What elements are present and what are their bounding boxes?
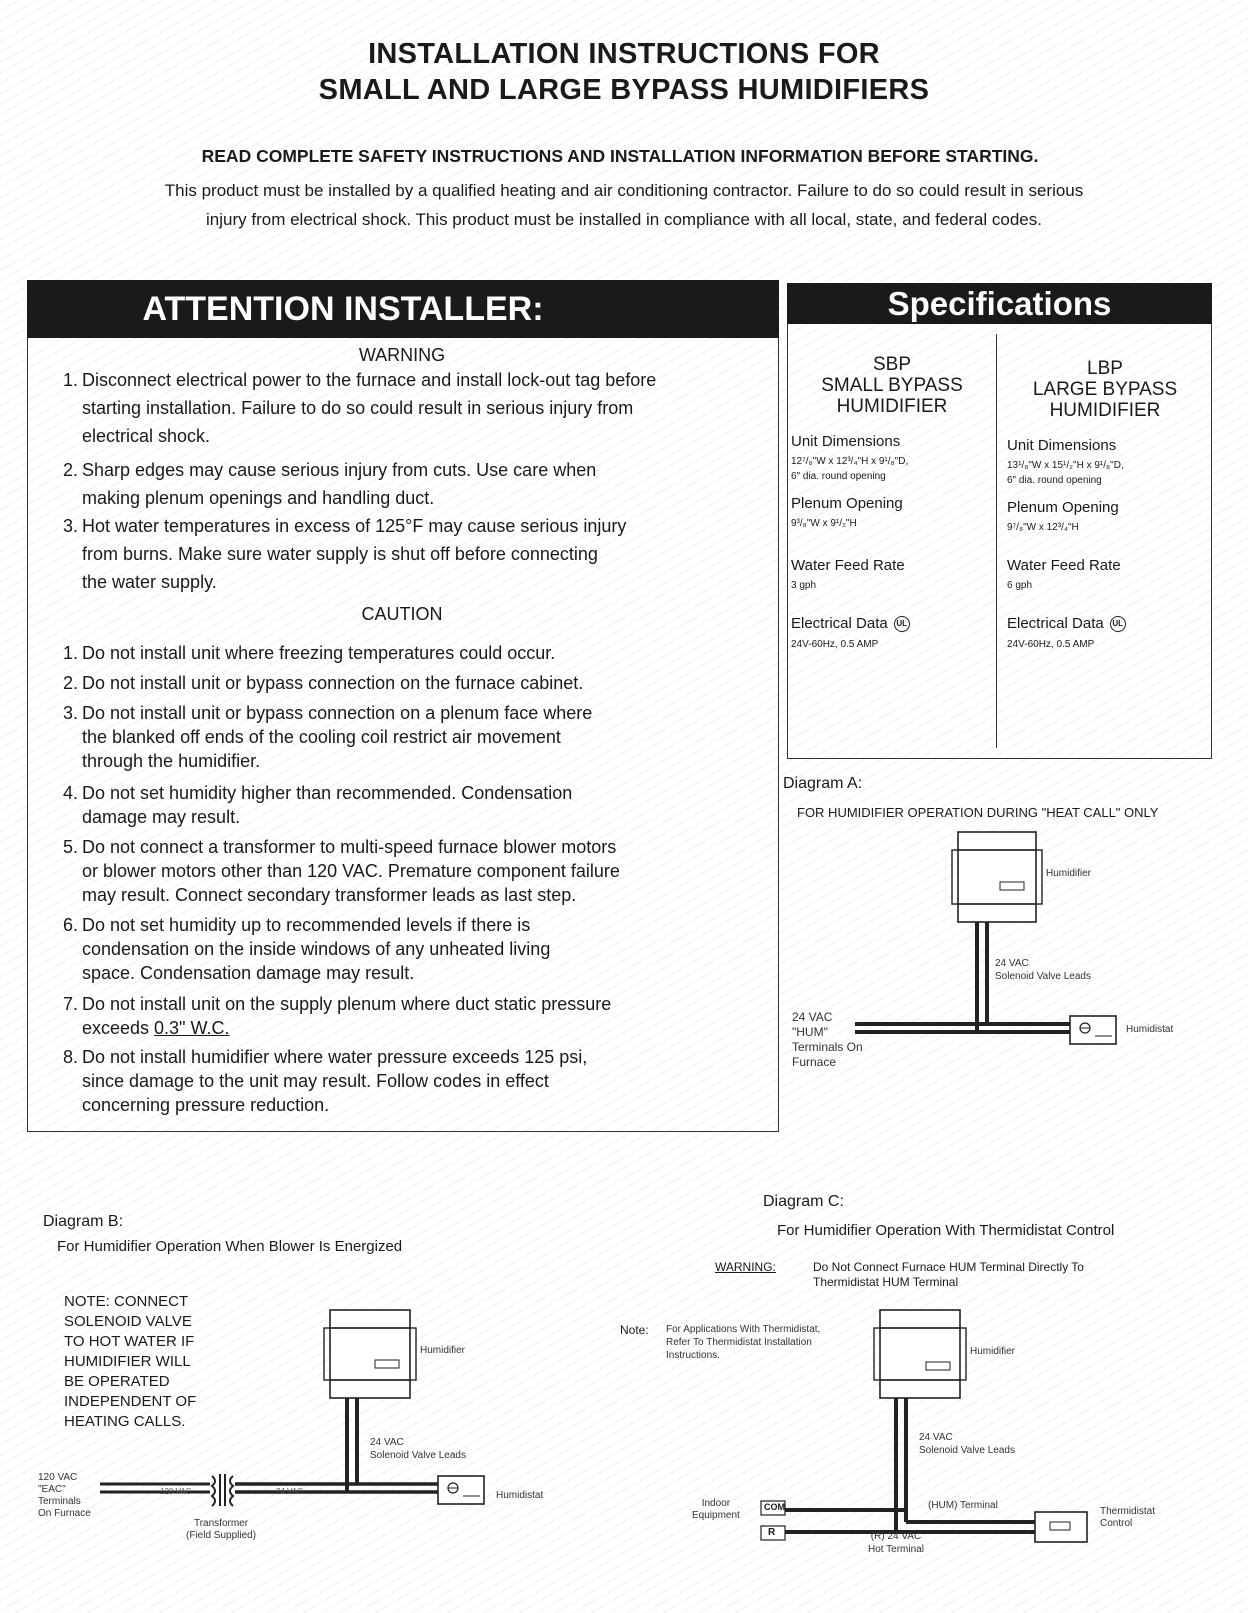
list-item bbox=[50, 512, 760, 596]
diagram-c-warning-text bbox=[813, 1260, 1084, 1290]
item-text: electrical shock. bbox=[82, 426, 211, 446]
lbp-title-2: LARGE BYPASS bbox=[1032, 379, 1178, 400]
diagram-c-subtitle: For Humidifier Operation With Thermidistat Control bbox=[777, 1222, 1115, 1239]
lbp-dim-line1: 13¹/₈"W x 15¹/₂"H x 9¹/₈"D, bbox=[1007, 460, 1124, 471]
list-item bbox=[50, 1045, 760, 1117]
item-text: since damage to the unit may result. Follow codes in effect bbox=[82, 1071, 549, 1091]
item-text: Do not install unit on the supply plenum where duct static pressure bbox=[82, 994, 612, 1014]
attention-header: ATTENTION INSTALLER: bbox=[27, 280, 779, 338]
eac-line: On Furnace bbox=[38, 1508, 91, 1519]
diagram-b-wiring bbox=[40, 1300, 600, 1540]
item-text: or blower motors other than 120 VAC. Premature component failure bbox=[82, 861, 620, 881]
diagram-c-leads-label bbox=[919, 1431, 1015, 1457]
item-text: Do not install unit or bypass connection on the furnace cabinet. bbox=[82, 673, 584, 693]
item-text: Do not connect a transformer to multi-speed furnace blower motors bbox=[82, 837, 617, 857]
item-text: space. Condensation damage may result. bbox=[82, 963, 415, 983]
sbp-specs bbox=[791, 433, 910, 652]
sbp-dim-label: Unit Dimensions bbox=[791, 433, 901, 450]
item-number: 4. bbox=[62, 783, 78, 803]
sbp-plenum-val: 9³/₈"W x 9¹/₂"H bbox=[791, 518, 857, 529]
thermidistat-line: Thermidistat bbox=[1100, 1506, 1156, 1517]
ul-listed-icon: UL bbox=[894, 616, 910, 632]
r-terminal: R bbox=[768, 1527, 776, 1538]
item-text: Sharp edges may cause serious injury from cuts. Use care when bbox=[82, 460, 597, 480]
sbp-title-3: HUMIDIFIER bbox=[836, 396, 948, 417]
item-text: the water supply. bbox=[82, 572, 217, 592]
warning-title: WARNING bbox=[358, 345, 446, 365]
diagram-b-eac-label bbox=[38, 1472, 91, 1520]
specs-divider bbox=[996, 334, 997, 748]
humidistat-icon bbox=[1070, 1016, 1116, 1044]
sbp-column bbox=[792, 354, 992, 417]
sbp-elec-label: Electrical Data bbox=[791, 615, 888, 632]
item-text: Do not install humidifier where water pressure exceeds 125 psi, bbox=[82, 1047, 588, 1067]
note-line: INDEPENDENT OF bbox=[64, 1393, 197, 1410]
list-item bbox=[50, 913, 760, 985]
indoor-line: Indoor bbox=[701, 1498, 731, 1509]
diagram-b-leads-label bbox=[370, 1436, 466, 1462]
item-text: may result. Connect secondary transformer leads as last step. bbox=[82, 885, 577, 905]
lbp-plenum-val: 9⁷/₈"W x 12³/₄"H bbox=[1007, 522, 1079, 533]
item-text: Disconnect electrical power to the furnace and install lock-out tag before bbox=[82, 370, 657, 390]
diagram-a-leads-line1: 24 VAC bbox=[995, 958, 1029, 969]
note-text-line: Refer To Thermidistat Installation bbox=[666, 1337, 812, 1348]
hot-terminal-line: Hot Terminal bbox=[868, 1544, 924, 1555]
caution-title: CAUTION bbox=[361, 604, 443, 624]
item-number: 2. bbox=[62, 673, 78, 693]
list-item bbox=[50, 992, 760, 1040]
sbp-plenum-label: Plenum Opening bbox=[791, 495, 903, 512]
item-text: Hot water temperatures in excess of 125°F may cause serious injury bbox=[82, 516, 627, 536]
diagram-a-leads-label bbox=[995, 957, 1091, 983]
note-text-line: For Applications With Thermidistat, bbox=[666, 1324, 821, 1335]
sbp-dim-line2: 6" dia. round opening bbox=[791, 471, 886, 482]
item-number: 5. bbox=[62, 837, 78, 857]
eac-line: 120 VAC bbox=[38, 1472, 78, 1483]
item-number: 1. bbox=[62, 370, 78, 390]
item-text: the blanked off ends of the cooling coil restrict air movement bbox=[82, 727, 561, 747]
eac-line: "EAC" bbox=[38, 1484, 66, 1495]
diagram-c-wiring bbox=[750, 1300, 1150, 1560]
read-notice: READ COMPLETE SAFETY INSTRUCTIONS AND INSTALLATION INFORMATION BEFORE STARTING. bbox=[201, 146, 1039, 166]
list-item bbox=[50, 701, 760, 773]
sbp-feed-val: 3 gph bbox=[791, 580, 817, 591]
thermidistat-line: Control bbox=[1100, 1518, 1133, 1529]
lbp-elec-val: 24V-60Hz, 0.5 AMP bbox=[1007, 639, 1095, 650]
diagram-a-terminals-line1: 24 VAC bbox=[792, 1010, 833, 1024]
transformer-icon bbox=[212, 1474, 233, 1506]
diagram-b-humidistat-label: Humidistat bbox=[496, 1490, 544, 1501]
list-item bbox=[50, 366, 760, 450]
diagram-a-terminals-line4: Furnace bbox=[792, 1055, 837, 1069]
item-text: Do not install unit or bypass connection on a plenum face where bbox=[82, 703, 593, 723]
lbp-feed-label: Water Feed Rate bbox=[1007, 557, 1121, 574]
diagram-a-subtitle: FOR HUMIDIFIER OPERATION DURING "HEAT CALL" ONLY bbox=[797, 805, 1159, 820]
warning-text-line: Do Not Connect Furnace HUM Terminal Directly To bbox=[813, 1260, 1084, 1274]
item-number: 1. bbox=[62, 643, 78, 663]
diagram-a-humidistat-label: Humidistat bbox=[1126, 1024, 1174, 1035]
item-text: concerning pressure reduction. bbox=[82, 1095, 330, 1115]
diagram-b-transformer-label bbox=[186, 1518, 256, 1542]
diagram-a-title: Diagram A: bbox=[783, 775, 863, 792]
sbp-feed-label: Water Feed Rate bbox=[791, 557, 905, 574]
note-line: HEATING CALLS. bbox=[64, 1413, 186, 1430]
humidifier-icon bbox=[952, 832, 1042, 922]
diagram-c-hot-terminal-label bbox=[868, 1530, 924, 1556]
sbp-elec-val: 24V-60Hz, 0.5 AMP bbox=[791, 639, 879, 650]
lbp-title-3: HUMIDIFIER bbox=[1049, 400, 1161, 421]
item-text: making plenum openings and handling duct. bbox=[82, 488, 435, 508]
lbp-plenum-label: Plenum Opening bbox=[1007, 499, 1119, 516]
note-text-line: Instructions. bbox=[666, 1350, 720, 1361]
humidifier-icon bbox=[324, 1310, 416, 1398]
lbp-feed-val: 6 gph bbox=[1007, 580, 1033, 591]
intro-line-1: This product must be installed by a qualified heating and air conditioning contractor. Failure to do so could result in serious bbox=[164, 181, 1084, 200]
diagram-b-title: Diagram B: bbox=[43, 1213, 124, 1230]
warning-text-line: Thermidistat HUM Terminal bbox=[813, 1275, 959, 1289]
item-text: Do not install unit where freezing temperatures could occur. bbox=[82, 643, 556, 663]
leads-line: 24 VAC bbox=[919, 1432, 953, 1443]
sbp-dim-line1: 12⁷/₈"W x 12³/₄"H x 9¹/₈"D, bbox=[791, 456, 909, 467]
item-text: damage may result. bbox=[82, 807, 241, 827]
item-number: 6. bbox=[62, 915, 78, 935]
diagram-a-leads-line2: Solenoid Valve Leads bbox=[995, 971, 1091, 982]
item-number: 3. bbox=[62, 703, 78, 723]
note-line: BE OPERATED bbox=[64, 1373, 170, 1390]
item-number: 2. bbox=[62, 460, 78, 480]
diagram-b-subtitle: For Humidifier Operation When Blower Is Energized bbox=[57, 1238, 403, 1255]
eac-line: Terminals bbox=[38, 1496, 81, 1507]
transformer-line: (Field Supplied) bbox=[186, 1530, 257, 1541]
diagram-a-humidifier-label: Humidifier bbox=[1046, 868, 1092, 879]
diagram-b-humidifier-label: Humidifier bbox=[420, 1345, 466, 1356]
diagram-c-thermidistat-label bbox=[1100, 1506, 1155, 1530]
diagram-c-hum-terminal-label: (HUM) Terminal bbox=[928, 1500, 998, 1511]
com-terminal: COM bbox=[764, 1502, 785, 1512]
item-text: from burns. Make sure water supply is shut off before connecting bbox=[82, 544, 598, 564]
lbp-dim-label: Unit Dimensions bbox=[1007, 437, 1117, 454]
diagram-a-terminals-line2: "HUM" bbox=[792, 1025, 828, 1039]
diagram-a-terminals-line3: Terminals On bbox=[792, 1040, 863, 1054]
sbp-title-1: SBP bbox=[872, 354, 912, 375]
humidifier-icon bbox=[874, 1310, 966, 1398]
diagram-c-indoor-label bbox=[692, 1498, 740, 1522]
list-item bbox=[50, 781, 760, 829]
lbp-title-1: LBP bbox=[1087, 358, 1123, 379]
intro-line-2: injury from electrical shock. This product must be installed in compliance with all local, state, and federal codes. bbox=[206, 210, 1042, 229]
diagram-b-leads-line1: 24 VAC bbox=[370, 1437, 404, 1448]
note-line: NOTE: CONNECT bbox=[64, 1293, 189, 1310]
list-item bbox=[50, 641, 760, 665]
thermidistat-icon bbox=[1035, 1512, 1087, 1542]
note-line: HUMIDIFIER WILL bbox=[64, 1353, 191, 1370]
title-line-2: SMALL AND LARGE BYPASS HUMIDIFIERS bbox=[318, 74, 930, 106]
note-line: TO HOT WATER IF bbox=[64, 1333, 195, 1350]
ul-listed-icon: UL bbox=[1110, 616, 1126, 632]
title-line-1: INSTALLATION INSTRUCTIONS FOR bbox=[368, 38, 880, 70]
item-text: exceeds bbox=[82, 1018, 150, 1038]
item-text: through the humidifier. bbox=[82, 751, 261, 771]
diagram-c-title: Diagram C: bbox=[763, 1193, 844, 1210]
item-text: condensation on the inside windows of any unheated living bbox=[82, 939, 551, 959]
page-title bbox=[0, 36, 1248, 108]
sbp-title-2: SMALL BYPASS bbox=[821, 375, 963, 396]
lbp-specs bbox=[1007, 437, 1126, 652]
item-text: Do not set humidity higher than recommended. Condensation bbox=[82, 783, 573, 803]
indoor-line: Equipment bbox=[692, 1510, 740, 1521]
item-underlined-value: 0.3" W.C. bbox=[154, 1018, 230, 1038]
item-number: 8. bbox=[62, 1047, 78, 1067]
diagram-c-note-label: Note: bbox=[620, 1323, 649, 1337]
humidistat-icon bbox=[438, 1476, 484, 1504]
diagram-b-24vac-wire: 24 VAC bbox=[276, 1487, 303, 1496]
item-text: starting installation. Failure to do so could result in serious injury from bbox=[82, 398, 634, 418]
leads-line: Solenoid Valve Leads bbox=[919, 1445, 1015, 1456]
transformer-line: Transformer bbox=[193, 1518, 249, 1529]
diagram-c-humidifier-label: Humidifier bbox=[970, 1346, 1016, 1357]
item-text: Do not set humidity up to recommended levels if there is bbox=[82, 915, 531, 935]
diagram-b-leads-line2: Solenoid Valve Leads bbox=[370, 1450, 466, 1461]
list-item bbox=[50, 456, 760, 512]
intro-text bbox=[50, 176, 1198, 234]
note-line: SOLENOID VALVE bbox=[64, 1313, 192, 1330]
lbp-elec-label: Electrical Data bbox=[1007, 615, 1104, 632]
item-number: 7. bbox=[62, 994, 78, 1014]
lbp-column bbox=[1000, 358, 1210, 421]
diagram-b-120vac-wire: 120 VAC bbox=[160, 1487, 192, 1496]
lbp-dim-line2: 6" dia. round opening bbox=[1007, 475, 1102, 486]
hot-terminal-line: (R) 24 VAC bbox=[870, 1531, 922, 1542]
diagram-c-warning-label: WARNING: bbox=[715, 1260, 776, 1274]
list-item bbox=[50, 835, 760, 907]
specs-header: Specifications bbox=[787, 283, 1212, 324]
diagram-a-terminals-label bbox=[792, 1010, 863, 1070]
item-number: 3. bbox=[62, 516, 78, 536]
list-item bbox=[50, 671, 760, 695]
